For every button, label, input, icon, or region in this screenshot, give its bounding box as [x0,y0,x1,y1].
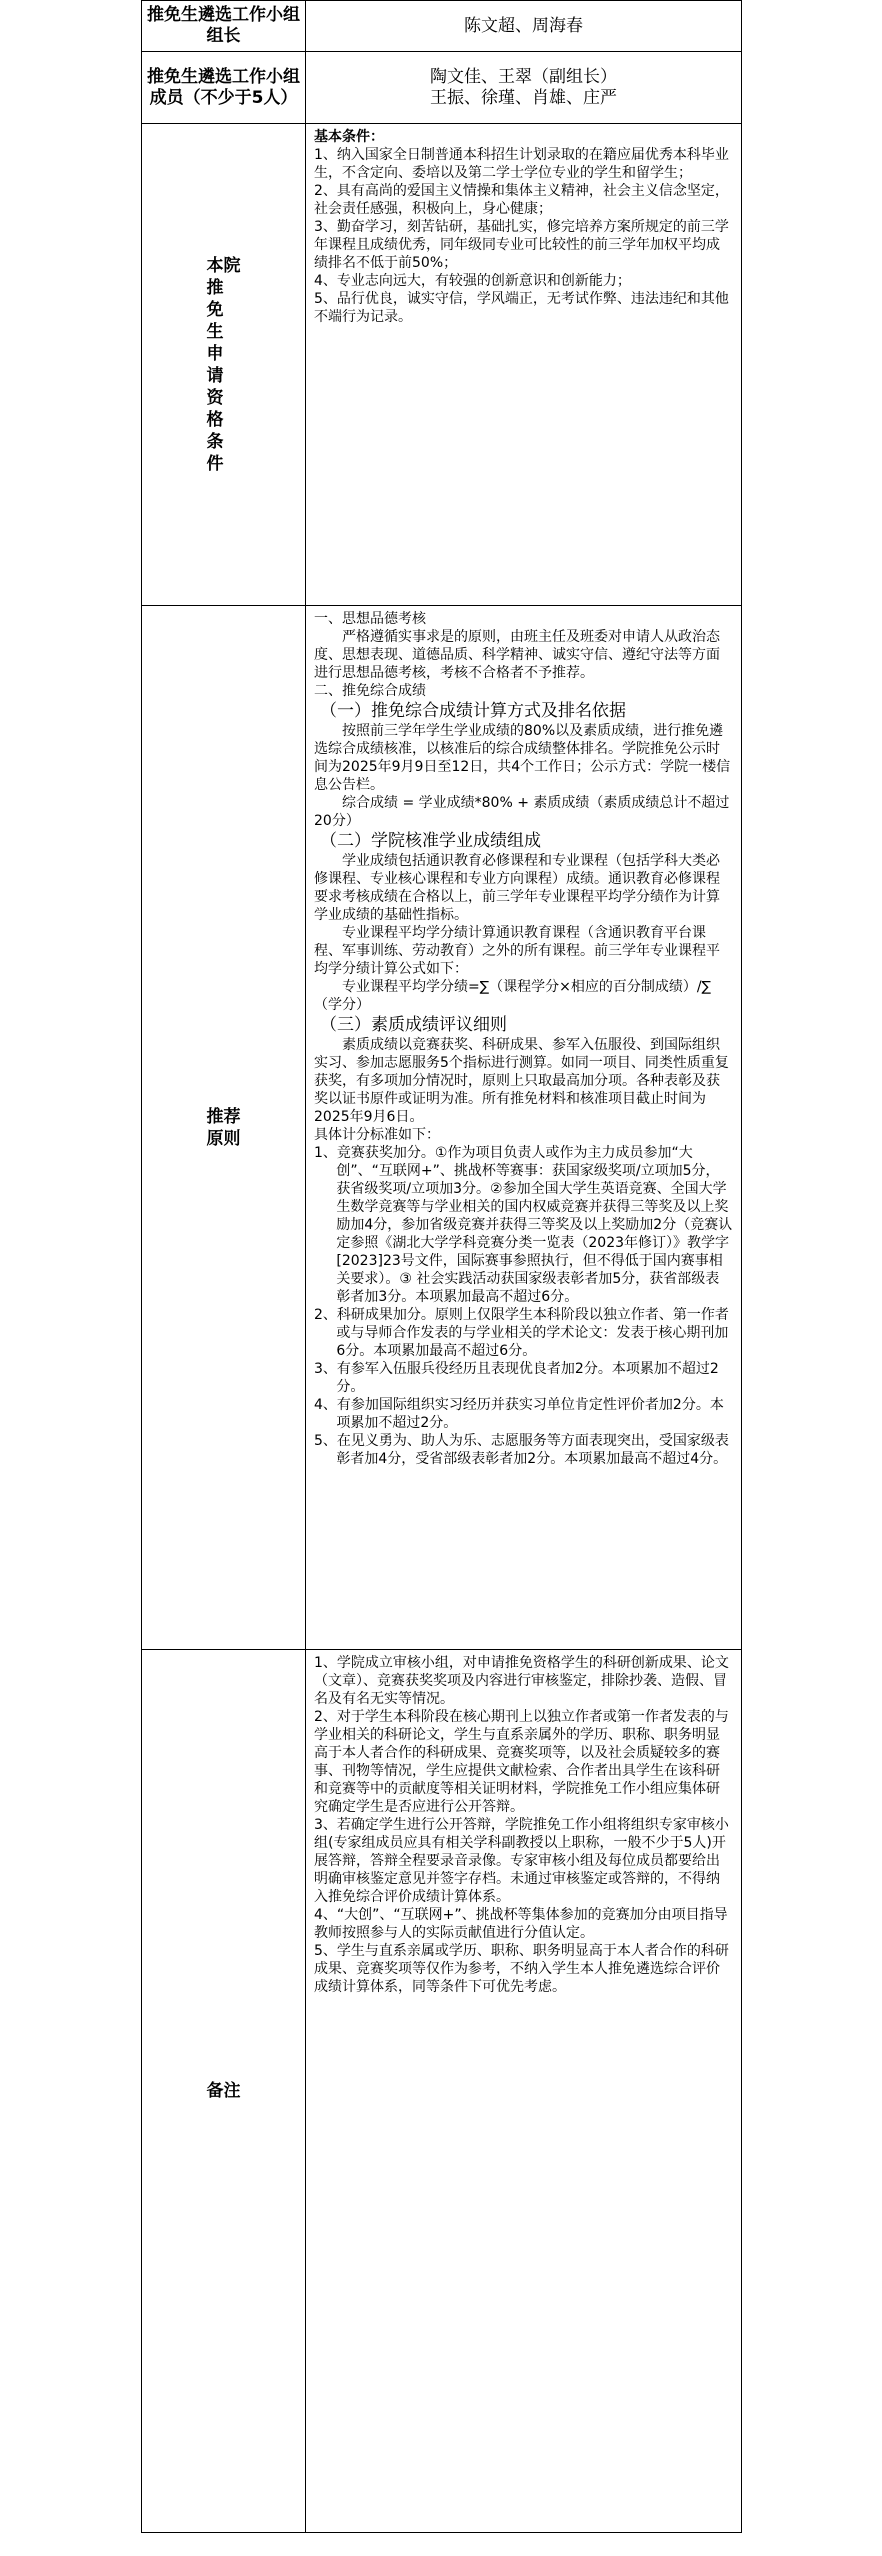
section-2c-para-2: 具体计分标准如下： [314,1127,440,1143]
remarks-label: 备注 [142,1650,306,2533]
eligibility-label-text: 本院 推 免 生 申 请 资 格 条 件 [206,255,241,474]
section-2c-title: （三）素质成绩评议细则 [320,1015,507,1035]
section-2-title: 二、推免综合成绩 [314,683,426,699]
section-2a-title: （一）推免综合成绩计算方式及排名依据 [320,701,626,721]
eligibility-item: 3、勤奋学习，刻苦钻研，基础扎实，修完培养方案所规定的前三学年课程且成绩优秀，同年级同专业可比较性的前三学年加权平均成绩排名不低于前50%； [314,219,729,271]
eligibility-item: 4、专业志向远大，有较强的创新意识和创新能力； [314,273,631,289]
section-2b-formula: 专业课程平均学分绩=∑（课程学分×相应的百分制成绩）/∑（学分） [314,979,712,1013]
members-label: 推免生遴选工作小组成员（不少于5人） [142,52,306,124]
section-2b-title: （二）学院核准学业成绩组成 [320,831,541,851]
eligibility-content [306,124,742,606]
section-2c-para-1: 素质成绩以竞赛获奖、科研成果、参军入伍服役、到国际组织实习、参加志愿服务5个指标进行测算。如同一项目、同类性质重复获奖，有多项加分情况时，原则上只取最高加分项。各种表彰及获奖以证书原件或证明为准。所有推免材料和核准项目截止时间为2025年9月6日。 [314,1037,729,1125]
section-1-text: 严格遵循实事求是的原则，由班主任及班委对申请人从政治态度、思想表现、道德品质、科学精神、诚实守信、遵纪守法等方面进行思想品德考核，考核不合格者不予推荐。 [314,629,720,681]
scoring-item: 1、竞赛获奖加分。①作为项目负责人或作为主力成员参加“大创”、“互联网+”、挑战杯等赛事：获国家级奖项/立项加5分，获省级奖项/立项加3分。②参加全国大学生英语竞赛、全国大学生数学竞赛等与学业相关的国内权威竞赛并获得三等奖及以上奖励加4分，参加省级竞赛并获得三等奖及以上奖励加2分（竞赛认定参照《湖北大学学科竞赛分类一览表（2023年修订）》教学字[2023]23号文件，国际赛事参照执行，但不得低于国内赛事相关要求）。③ 社会实践活动获国家级表彰者加5分，获省部级表彰者加3分。本项累加最高不超过6分。 [314,1145,733,1305]
principles-content [306,606,742,1650]
leader-value: 陈文超、周海春 [306,1,742,52]
section-1-title: 一、思想品德考核 [314,611,426,627]
eligibility-item: 2、具有高尚的爱国主义情操和集体主义精神，社会主义信念坚定，社会责任感强，积极向上，身心健康； [314,183,729,217]
section-2b-para-1: 学业成绩包括通识教育必修课程和专业课程（包括学科大类必修课程、专业核心课程和专业方向课程）成绩。通识教育必修课程要求考核成绩在合格以上，前三学年专业课程平均学分绩作为计算学业成绩的基础性指标。 [314,853,720,923]
members-row [142,52,742,124]
members-line-2: 王振、徐瑾、肖雄、庄严 [430,87,617,108]
remarks-list [314,1654,733,1996]
remark-item: 5、学生与直系亲属或学历、职称、职务明显高于本人者合作的科研成果、竞赛奖项等仅作为参考，不纳入学生本人推免遴选综合评价成绩计算体系，同等条件下可优先考虑。 [314,1943,729,1995]
section-2b-para-2: 专业课程平均学分绩计算通识教育课程（含通识教育平台课程、军事训练、劳动教育）之外的所有课程。前三学年专业课程平均学分绩计算公式如下： [314,925,720,977]
members-value [306,52,742,124]
eligibility-item: 1、纳入国家全日制普通本科招生计划录取的在籍应届优秀本科毕业生，不含定向、委培以及第二学士学位专业的学生和留学生； [314,147,729,181]
scoring-item: 3、有参军入伍服兵役经历且表现优良者加2分。本项累加不超过2分。 [314,1361,719,1395]
remark-item: 2、对于学生本科阶段在核心期刊上以独立作者或第一作者发表的与学业相关的科研论文，学生与直系亲属外的学历、职称、职务明显高于本人者合作的科研成果、竞赛奖项等，以及社会质疑较多的赛事、刊物等情况，学生应提供文献检索、合作者出具学生在该科研和竞赛等中的贡献度等相关证明材料，学院推免工作小组应集体研究确定学生是否应进行公开答辩。 [314,1709,729,1815]
eligibility-list [314,146,733,326]
eligibility-label [142,124,306,606]
remarks-row [142,1650,742,2533]
members-line-1: 陶文佳、王翠（副组长） [430,66,617,87]
principles-label [142,606,306,1650]
principles-row [142,606,742,1650]
scoring-item: 5、在见义勇为、助人为乐、志愿服务等方面表现突出，受国家级表彰者加4分，受省部级表彰者加2分。本项累加最高不超过4分。 [314,1433,729,1467]
remark-item: 3、若确定学生进行公开答辩，学院推免工作小组将组织专家审核小组(专家组成员应具有相关学科副教授以上职称，一般不少于5人)开展答辩，答辩全程要录音录像。专家审核小组及每位成员都要给出明确审核鉴定意见并签字存档。未通过审核鉴定或答辩的，不得纳入推免综合评价成绩计算体系。 [314,1817,729,1905]
scoring-item: 4、有参加国际组织实习经历并获实习单位肯定性评价者加2分。本项累加不超过2分。 [314,1397,724,1431]
scoring-item: 2、科研成果加分。原则上仅限学生本科阶段以独立作者、第一作者或与导师合作发表的与学业相关的学术论文：发表于核心期刊加6分。本项累加最高不超过6分。 [314,1307,729,1359]
eligibility-row [142,124,742,606]
remark-item: 1、学院成立审核小组，对申请推免资格学生的科研创新成果、论文（文章）、竞赛获奖奖项及内容进行审核鉴定，排除抄袭、造假、冒名及有名无实等情况。 [314,1655,729,1707]
section-2a-para-2: 综合成绩 = 学业成绩*80% + 素质成绩（素质成绩总计不超过20分） [314,795,730,829]
remark-item: 4、“大创”、“互联网+”、挑战杯等集体参加的竞赛加分由项目指导教师按照参与人的实际贡献值进行分值认定。 [314,1907,728,1941]
remarks-content [306,1650,742,2533]
eligibility-item: 5、品行优良，诚实守信，学风端正，无考试作弊、违法违纪和其他不端行为记录。 [314,291,729,325]
recommendation-table [141,0,742,2533]
principles-label-text: 推荐 原则 [206,1106,241,1149]
scoring-list [314,1144,733,1468]
leader-label: 推免生遴选工作小组组长 [142,1,306,52]
section-2a-para-1: 按照前三学年学生学业成绩的80%以及素质成绩，进行推免遴选综合成绩核准，以核准后的综合成绩整体排名。学院推免公示时间为2025年9月9日至12日，共4个工作日；公示方式：学院一楼信息公告栏。 [314,723,731,793]
leader-row [142,1,742,52]
eligibility-heading: 基本条件： [314,129,384,145]
